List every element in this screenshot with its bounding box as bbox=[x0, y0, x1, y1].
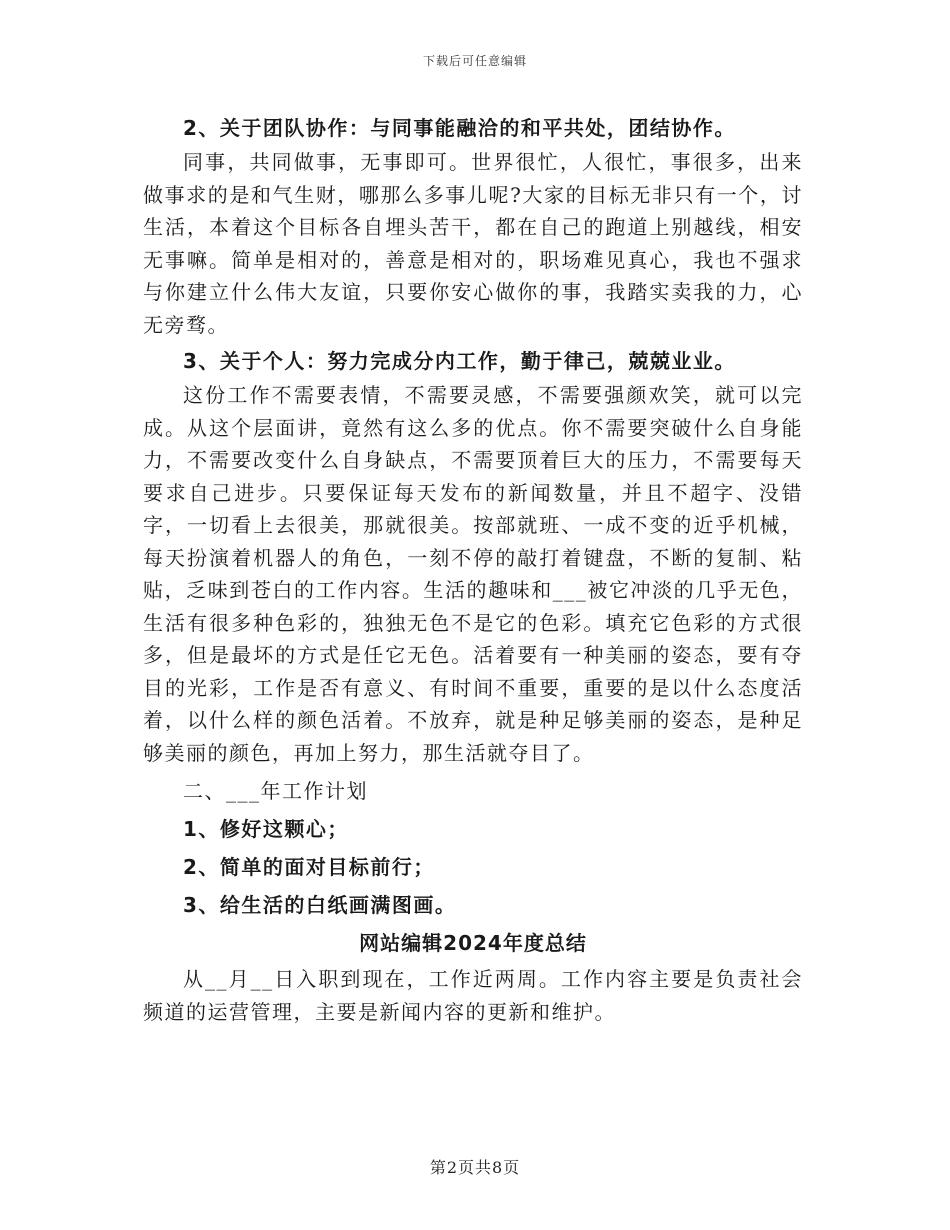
article-body: 从__月__日入职到现在，工作近两周。工作内容主要是负责社会频道的运营管理，主要是新闻内容的更新和维护。 bbox=[143, 967, 803, 1024]
plan-item: 1、修好这颗心； bbox=[183, 817, 349, 841]
section-heading-personal: 3、关于个人：努力完成分内工作，勤于律己，兢兢业业。 bbox=[183, 349, 736, 373]
document-content bbox=[143, 112, 803, 1028]
section-body-personal: 这份工作不需要表情，不需要灵感，不需要强颜欢笑，就可以完成。从这个层面讲，竟然有这么多的优点。你不需要突破什么自身能力，不需要改变什么自身缺点，不需要顶着巨大的压力，不需要每天要求自己进步。只要保证每天发布的新闻数量，并且不超字、没错字，一切看上去很美，那就很美。按部就班、一成不变的近乎机械，每天扮演着机器人的角色，一刻不停的敲打着键盘，不断的复制、粘贴，乏味到苍白的工作内容。生活的趣味和___被它冲淡的几乎无色，生活有很多种色彩的，独独无色不是它的色彩。填充它色彩的方式很多，但是最坏的方式是任它无色。活着要有一种美丽的姿态，要有夺目的光彩，工作是否有意义、有时间不重要，重要的是以什么态度活着，以什么样的颜色活着。不放弃，就是种足够美丽的姿态，是种足够美丽的颜色，再加上努力，那生活就夺目了。 bbox=[143, 383, 803, 765]
page-number: 第2页共8页 bbox=[429, 1158, 521, 1177]
section-heading-teamwork: 2、关于团队协作：与同事能融洽的和平共处，团结协作。 bbox=[183, 116, 736, 140]
plan-item: 3、给生活的白纸画满图画。 bbox=[183, 893, 457, 917]
header-note: 下载后可任意编辑 bbox=[422, 54, 527, 68]
plan-item: 2、简单的面对目标前行； bbox=[183, 855, 435, 879]
section-body-teamwork: 同事，共同做事，无事即可。世界很忙，人很忙，事很多，出来做事求的是和气生财，哪那么多事儿呢?大家的目标无非只有一个，讨生活，本着这个目标各自埋头苦干，都在自己的跑道上别越线，相安无事嘛。简单是相对的，善意是相对的，职场难见真心，我也不强求与你建立什么伟大友谊，只要你安心做你的事，我踏实卖我的力，心无旁骛。 bbox=[143, 150, 803, 337]
plan-heading: 二、___年工作计划 bbox=[183, 779, 368, 803]
article-title: 网站编辑2024年度总结 bbox=[359, 931, 587, 955]
